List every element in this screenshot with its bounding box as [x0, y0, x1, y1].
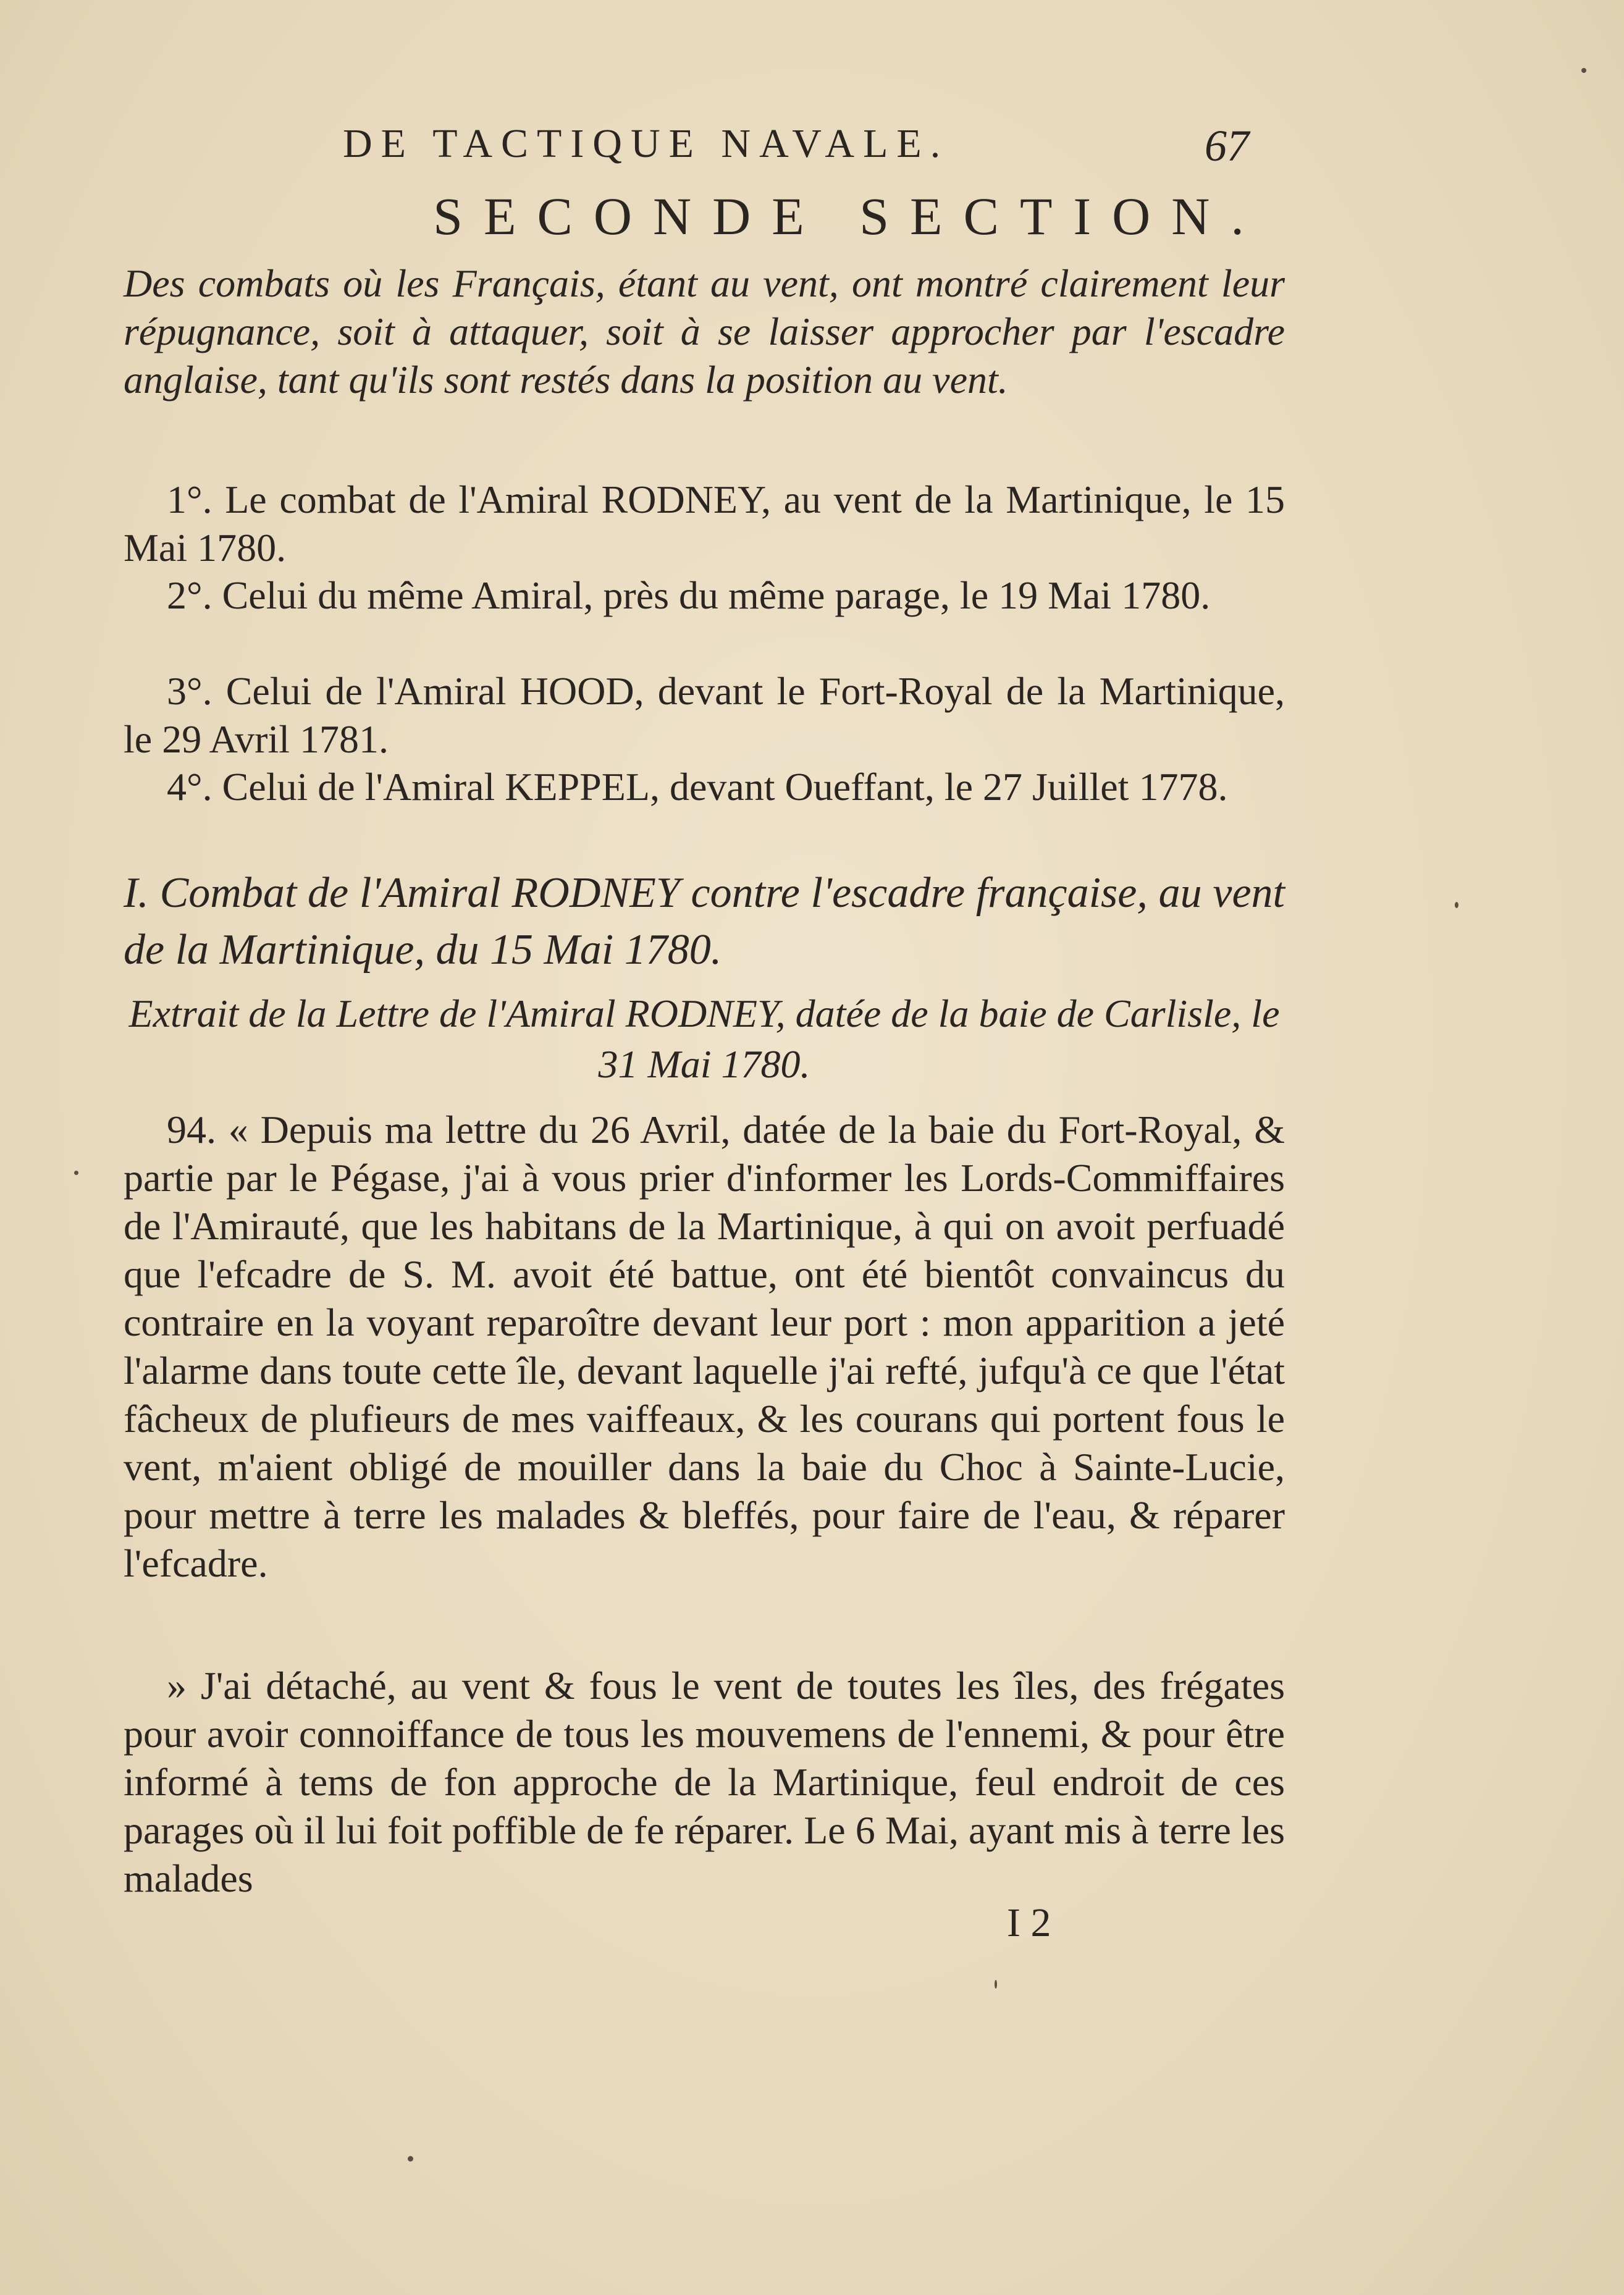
signature-mark: I 2	[1007, 1900, 1051, 1945]
running-title: DE TACTIQUE NAVALE.	[343, 121, 949, 166]
combat-heading: I. Combat de l'Amiral RODNEY contre l'escadre française, au vent de la Martinique, du 15 Mai 1780.	[124, 869, 1285, 974]
page-header	[0, 120, 1624, 176]
section-summary: Des combats où les Français, étant au vent, ont montré clairement leur répugnance, soit à attaquer, soit à se laisser approcher par l'escadre anglaise, tant qu'ils sont restés dans la position au vent.	[124, 261, 1285, 402]
list-item: 1°. Le combat de l'Amiral RODNEY, au vent de la Martinique, le 15 Mai 1780.	[124, 478, 1285, 570]
section-title: SECONDE SECTION.	[433, 187, 1265, 246]
paper-speck	[1581, 68, 1586, 73]
extract-heading: Extrait de la Lettre de l'Amiral RODNEY, datée de la baie de Carlisle, le 31 Mai 1780.	[128, 992, 1280, 1086]
paper-speck	[408, 2156, 413, 2162]
list-item: 3°. Celui de l'Amiral HOOD, devant le Fort-Royal de la Martinique, le 29 Avril 1781.	[124, 669, 1285, 761]
page-number: 67	[1205, 121, 1249, 171]
paper-speck	[995, 1980, 997, 1989]
list-item: 4°. Celui de l'Amiral KEPPEL, devant Oueffant, le 27 Juillet 1778.	[167, 765, 1228, 809]
paper-speck	[74, 1171, 78, 1175]
body-paragraph: 94. « Depuis ma lettre du 26 Avril, datée de la baie du Fort-Royal, & partie par le Pégase, j'ai à vous prier d'informer les Lords-Commiffaires de l'Amirauté, que les habitans de la Martinique, à qui on avoit perfuadé que l'efcadre de S. M. avoit été battue, ont été bientôt convaincus du contraire en la voyant reparoître devant leur port : mon apparition a jeté l'alarme dans toute cette île, devant laquelle j'ai refté, jufqu'à ce que l'état fâcheux de plufieurs de mes vaiffeaux, & les courans qui portent fous le vent, m'aient obligé de mouiller dans la baie du Choc à Sainte-Lucie, pour mettre à terre les malades & bleffés, pour faire de l'eau, & réparer l'efcadre.	[124, 1108, 1285, 1585]
list-item: 2°. Celui du même Amiral, près du même parage, le 19 Mai 1780.	[167, 573, 1211, 617]
body-paragraph: » J'ai détaché, au vent & fous le vent de toutes les îles, des frégates pour avoir connoiffance de tous les mouvemens de l'ennemi, & pour être informé à tems de fon approche de la Martinique, feul endroit de ces parages où il lui foit poffible de fe réparer. Le 6 Mai, ayant mis à terre les malades	[124, 1664, 1285, 1900]
paper-speck	[1455, 902, 1458, 908]
